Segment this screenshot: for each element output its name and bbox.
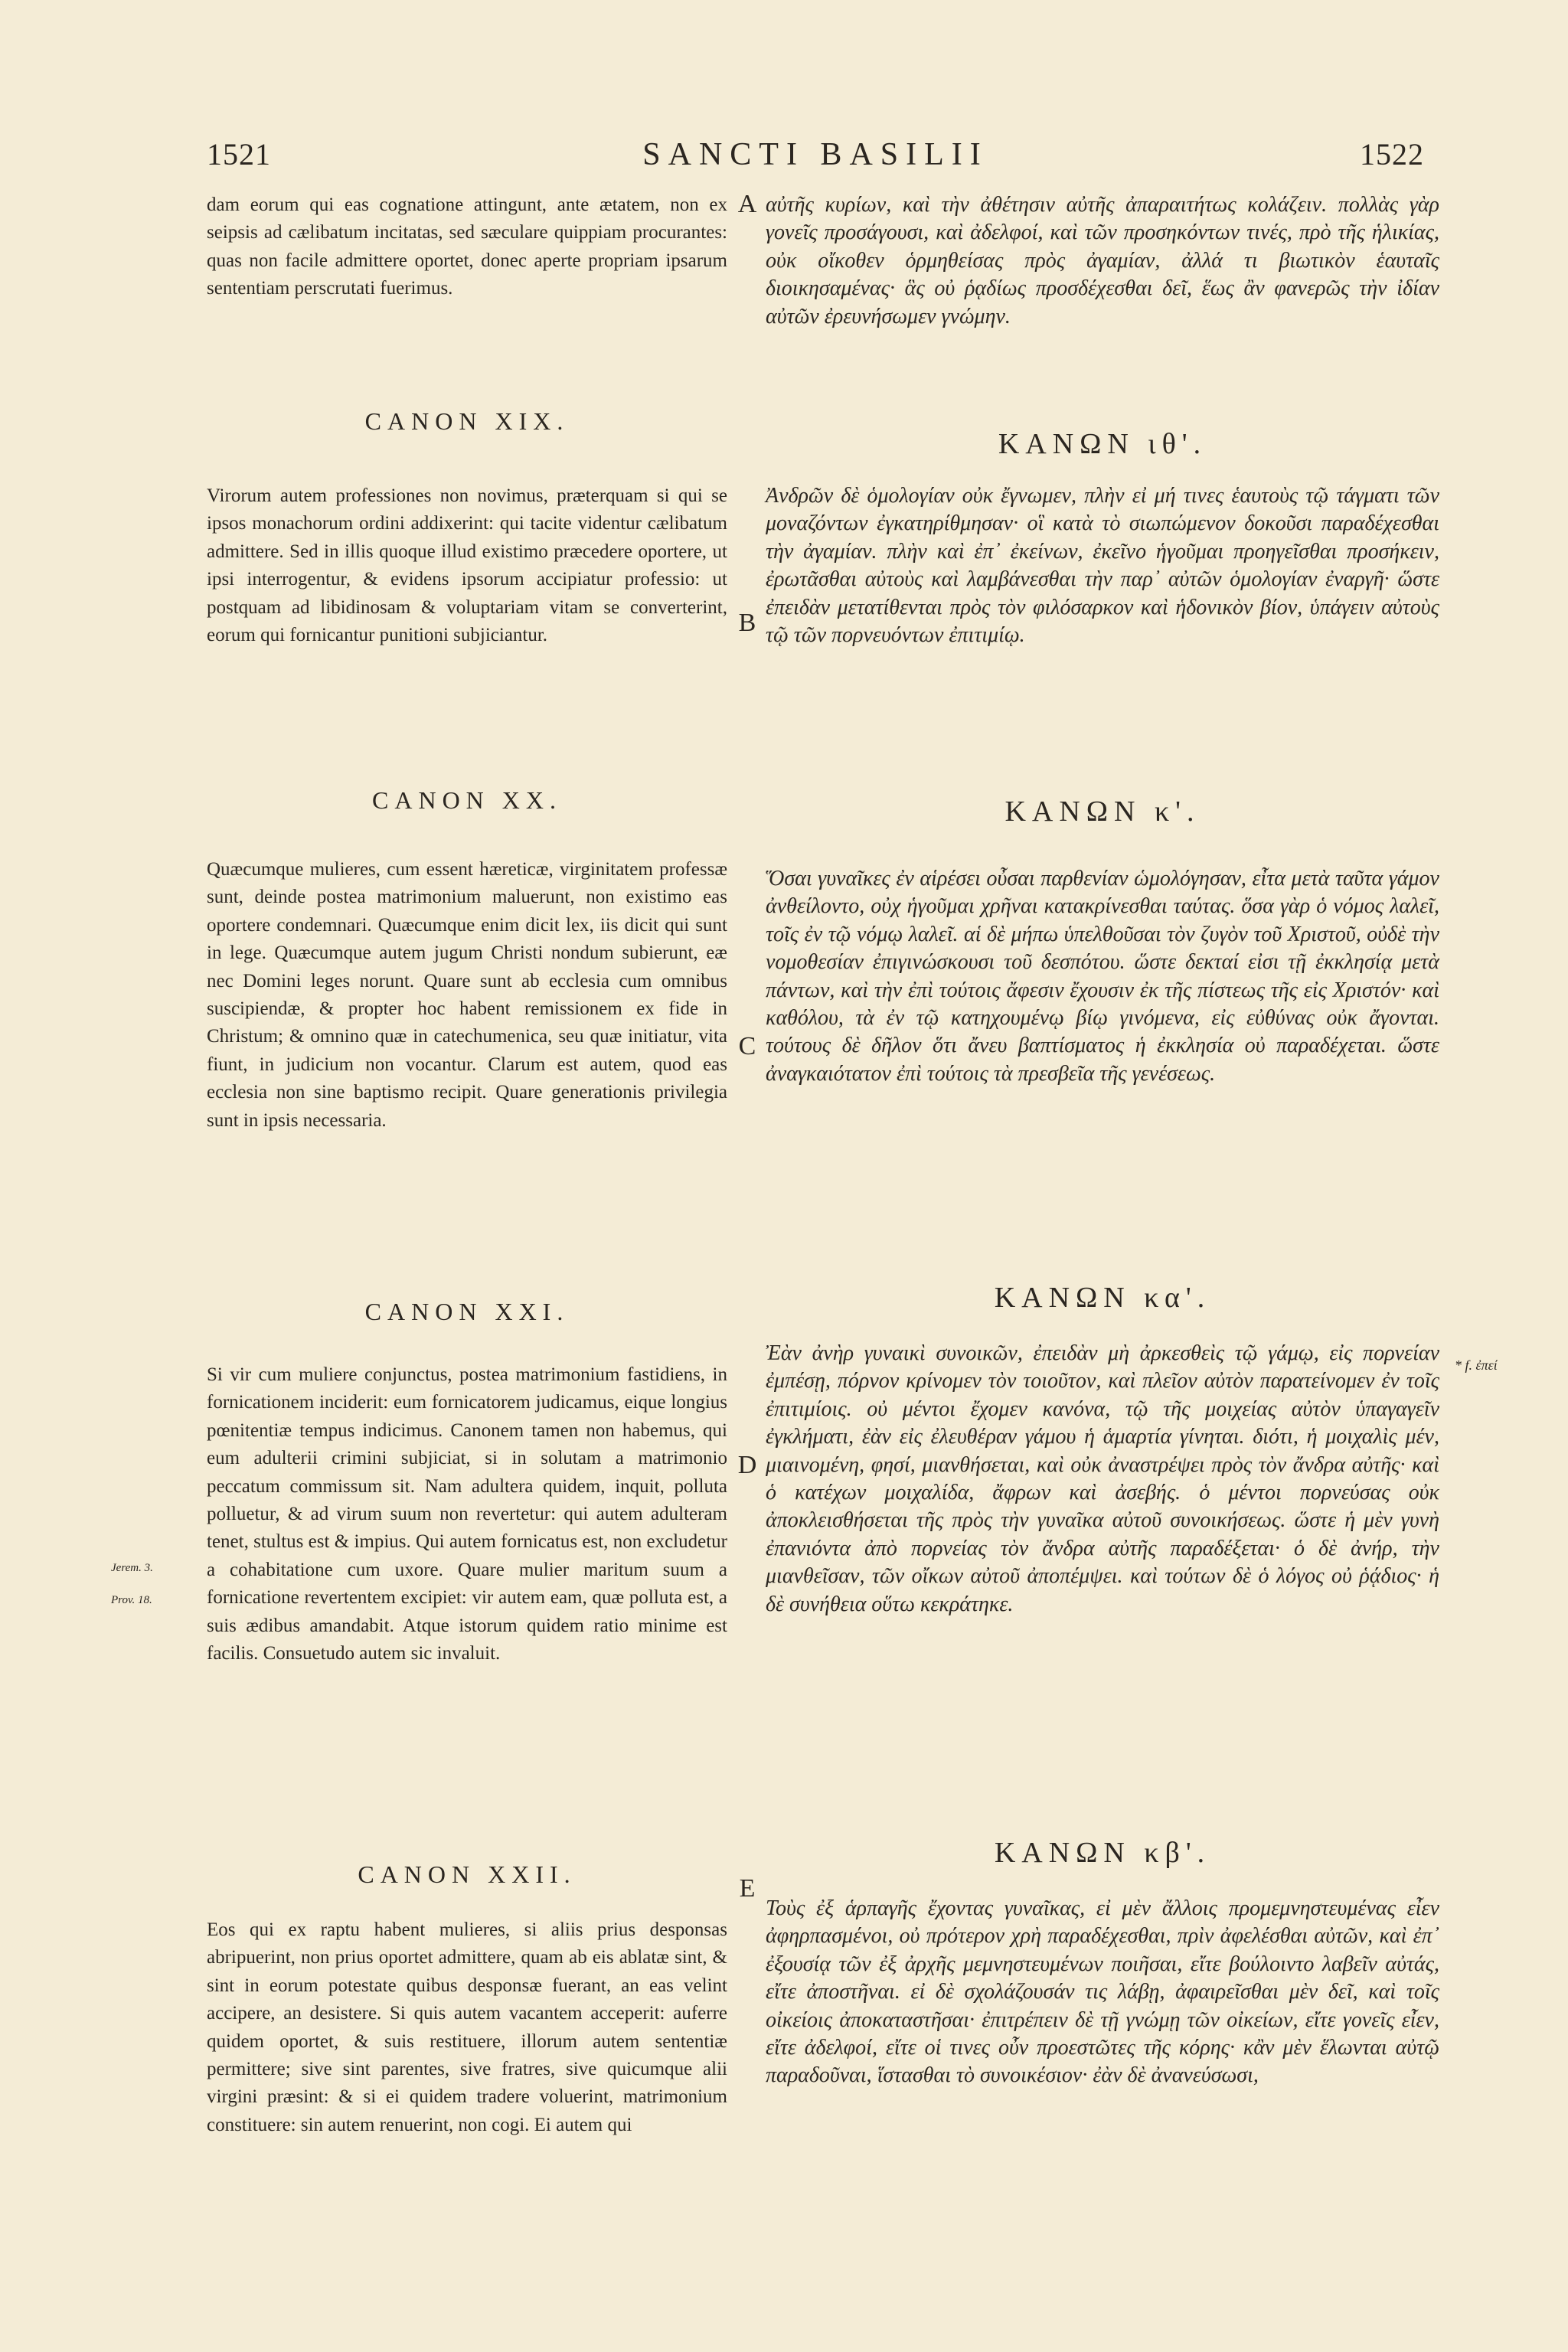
greek-canon-19-text: Ἀνδρῶν δὲ ὁμολογίαν οὐκ ἔγνωμεν, πλὴν εἰ μή τινες ἑαυτοὺς τῷ τάγματι τῶν μοναζόντων ἐγκατηρίθμησαν· οἳ κατὰ τὸ σιωπώμενον δοκοῦσι παραδέχεσθαι τὴν ἀγαμίαν. πλὴν καὶ ἐπ᾽ ἐκείνων, ἐκεῖνο ἡγοῦμαι προηγεῖσθαι προσήκειν, ἐρωτᾶσθαι αὐτοὺς καὶ λαμβάνεσθαι τὴν παρ᾽ αὐτῶν ὁμολογίαν ἐναργῆ· ὥστε ἐπειδὰν μετατίθενται πρὸς τὸν φιλόσαρκον καὶ ἡδονικὸν βίον, ὑπάγειν αὐτοὺς τῷ τῶν πορνευόντων ἐπιτιμίῳ.	[766, 484, 1439, 648]
latin-canon-19-text: Virorum autem professiones non novimus, præterquam si qui se ipsos monachorum ordini addixerint: qui tacite videntur cælibatum admittere. Sed in illis quoque illud existimo præcedere oportere, ut ipsi interrogentur, & evidens ipsorum accipiatur professio: ut postquam ad libidinosam & voluptariam vitam se converterint, eorum qui fornicantur punitioni subjiciantur.	[207, 485, 727, 646]
latin-canon-22-title: CANON XXII.	[358, 1860, 577, 1888]
greek-canon-20-text: Ὅσαι γυναῖκες ἐν αἱρέσει οὖσαι παρθενίαν ὡμολόγησαν, εἶτα μετὰ ταῦτα γάμον ἀνθείλοντο, οὐχ ἡγοῦμαι χρῆναι κατακρίνεσθαι ταύτας. ὅσα γὰρ ὁ νόμος λαλεῖ, τοῖς ἐν τῷ νόμῳ λαλεῖ. αἱ δὲ μήπω ὑπελθοῦσαι τὸν ζυγὸν τοῦ Χριστοῦ, οὐδὲ τὴν νομοθεσίαν ἐπιγινώσκουσι τοῦ δεσπότου. ὥστε δεκταί εἰσι τῇ ἐκκλησίᾳ μετὰ πάντων, καὶ τὴν ἐπὶ τούτοις ἄφεσιν ἔχουσιν ἐκ τῆς πίστεως τῆς εἰς Χριστόν· καὶ καθόλου, τὰ ἐν τῷ κατηχουμένῳ βίῳ γινόμενα, εἰς εὐθύνας οὐκ ἄγονται. τούτους δὲ δῆλον ὅτι ἄνευ βαπτίσματος ἡ ἐκκλησία οὐ παραδέχεται. ὥστε ἀναγκαιότατον ἐπὶ τούτοις τὰ πρεσβεῖα τῆς γενέσεως.	[766, 867, 1439, 1086]
margin-reference-proverbs: Prov. 18.	[111, 1594, 152, 1606]
page-header	[207, 136, 1424, 182]
latin-paragraph-continued: dam eorum qui eas cognatione attingunt, ante ætatem, non ex seipsis ad cælibatum incitatas, sed sæculare quippiam procurantes: quas non facile admittere oportet, donec aperte propriam ipsarum sententiam perscrutati fuerimus.	[207, 194, 727, 299]
page-number-left: 1521	[207, 137, 271, 172]
running-title: SANCTI BASILII	[642, 137, 988, 172]
section-marker-e: E	[739, 1874, 756, 1903]
greek-paragraph-continued: αὐτῆς κυρίων, καὶ τὴν ἀθέτησιν αὐτῆς ἀπαραιτήτως κολάζειν. πολλὰς γὰρ γονεῖς προσάγουσι, καὶ ἀδελφοί, καὶ τῶν προσηκόντων τινές, πρὸ τῆς ἡλικίας, οὐκ οἴκοθεν ὁρμηθείσας πρὸς ἀγαμίαν, ἀλλά τι βιωτικὸν ἑαυταῖς διοικησαμένας· ἃς οὐ ῥᾳδίως προσδέχεσθαι δεῖ, ἕως ἂν φανερῶς τὴν ἰδίαν αὐτῶν ἐρευνήσωμεν γνώμην.	[766, 193, 1439, 328]
greek-canon-21-title: ΚΑΝΩΝ κα'.	[994, 1282, 1211, 1314]
greek-canon-20-title: ΚΑΝΩΝ κ'.	[1004, 795, 1200, 828]
latin-canon-20-title: CANON XX.	[372, 786, 562, 814]
latin-column	[207, 191, 727, 2139]
section-marker-a: A	[737, 190, 757, 218]
greek-canon-22-title: ΚΑΝΩΝ κβ'.	[994, 1837, 1211, 1869]
greek-canon-22-text: Τοὺς ἐξ ἁρπαγῆς ἔχοντας γυναῖκας, εἰ μὲν ἄλλοις προμεμνηστευμένας εἶεν ἀφηρπασμένοι, οὐ πρότερον χρὴ παραδέχεσθαι, πρὶν ἀφελέσθαι αὐτῶν, καὶ ἐπ᾽ ἐξουσίᾳ τῶν ἐξ ἀρχῆς μεμνηστευμένων ποιῆσαι, εἴτε βούλοιντο λαβεῖν αὐτάς, εἴτε ἀποστῆναι. εἰ δὲ σχολάζουσάν τις λάβῃ, ἀφαιρεῖσθαι μὲν δεῖ, καὶ τοῖς οἰκείοις ἀποκαταστῆσαι· ἐπιτρέπειν δὲ τῇ γνώμῃ τῶν οἰκείων, εἴτε γονεῖς εἶεν, εἴτε ἀδελφοί, εἴτε οἱ τινες οὖν προεστῶτες τῆς κόρης· κἂν μὲν ἕλωνται αὐτῷ παραδοῦναι, ἵστασθαι τὸ συνοικέσιον· ἐὰν δὲ ἀνανεύσωσι,	[766, 1896, 1439, 2088]
greek-canon-19-title: ΚΑΝΩΝ ιθ'.	[998, 428, 1207, 460]
latin-canon-19-title: CANON XIX.	[364, 407, 570, 435]
greek-column	[766, 191, 1439, 2090]
section-marker-b: B	[738, 609, 756, 637]
margin-footnote: * f. ἐπεί	[1455, 1357, 1498, 1373]
latin-canon-21-title: CANON XXI.	[364, 1298, 570, 1325]
latin-canon-20-text: Quæcumque mulieres, cum essent hæreticæ, virginitatem professæ sunt, deinde postea matrimonium maluerunt, non existimo eas oportere condemnari. Quæcumque enim dicit lex, iis dicit qui sunt in lege. Quæcumque autem jugum Christi nondum subierunt, eæ nec Domini leges norunt. Quare sunt ab ecclesia cum omnibus suscipiendæ, & propter hoc habent remissionem ex fide in Christum; & omnino quæ in catechumenica, seu quæ initiatur, vita fiunt, in judicium non vocantur. Clarum est autem, quod eas ecclesia non sine baptismo recipit. Quare generationis privilegia sunt in ipsis necessaria.	[207, 859, 727, 1131]
latin-canon-21-text: Si vir cum muliere conjunctus, postea matrimonium fastidiens, in fornicationem inciderit: eum fornicatorem judicamus, eique longius pœnitentiæ tempus indicimus. Canonem tamen non habemus, qui eum adulterii crimini subjiciat, si in solutam a matrimonio peccatum commissum sit. Nam adultera quidem, inquit, polluta polluetur, & ad virum suum non revertetur: qui autem adulteram tenet, stultus est & impius. Qui autem fornicatus est, non excludetur a cohabitatione cum uxore. Quare mulier maritum suum a fornicatione revertentem excipiet: vir autem eam, quæ polluta est, a suis ædibus amandabit. Atque istorum quidem ratio minime est facilis. Consuetudo autem sic invaluit.	[207, 1364, 727, 1664]
section-marker-d: D	[737, 1451, 757, 1479]
page-number-right: 1522	[1360, 137, 1424, 172]
latin-canon-22-text: Eos qui ex raptu habent mulieres, si aliis prius desponsas abripuerint, non prius oportet admittere, quam ab eis ablatæ sint, & sint in eorum potestate quibus desponsæ fuerant, an eas velint accipere, an desistere. Si quis autem vacantem acceperit: auferre quidem oportet, & suis restituere, illorum autem sententiæ permittere; sive sint parentes, sive fratres, sive quicumque alii virgini præsint: & si ei quidem tradere voluerint, matrimonium constituere: sin autem renuerint, non cogi. Ei autem qui	[207, 1919, 727, 2135]
greek-canon-21-text: Ἐὰν ἀνὴρ γυναικὶ συνοικῶν, ἐπειδὰν μὴ ἀρκεσθεὶς τῷ γάμῳ, εἰς πορνείαν ἐμπέσῃ, πόρνον κρίνομεν τὸν τοιοῦτον, καὶ πλεῖον αὐτὸν παρατείνομεν ἐν τοῖς ἐπιτιμίοις. οὐ μέντοι ἔχομεν κανόνα, τῷ τῆς μοιχείας αὐτὸν ὑπαγαγεῖν ἐγκλήματι, ἐὰν εἰς ἐλευθέραν γάμου ἡ ἁμαρτία γίνηται. διότι, ἡ μοιχαλὶς μέν, μιαινομένη, φησί, μιανθήσεται, καὶ οὐκ ἀναστρέψει πρὸς τὸν ἄνδρα αὐτῆς· καὶ ὁ κατέχων μοιχαλίδα, ἄφρων καὶ ἀσεβής. ὁ μέντοι πορνεύσας οὐκ ἀποκλεισθήσεται τῆς πρὸς τὴν γυναῖκα αὐτοῦ συνοικήσεως. ὥστε ἡ μὲν γυνὴ ἐπανιόντα ἀπὸ πορνείας τὸν ἄνδρα αὐτῆς παραδέξεται· ὁ δὲ ἀνήρ, τὴν μιανθεῖσαν, τῶν οἴκων αὐτοῦ ἀποπέμψει. καὶ τούτων δὲ ὁ λόγος οὐ ῥᾴδιος· ἡ δὲ συνήθεια οὕτω κεκράτηκε.	[766, 1341, 1439, 1616]
section-marker-c: C	[738, 1032, 756, 1060]
margin-reference-jeremiah: Jerem. 3.	[111, 1562, 153, 1574]
